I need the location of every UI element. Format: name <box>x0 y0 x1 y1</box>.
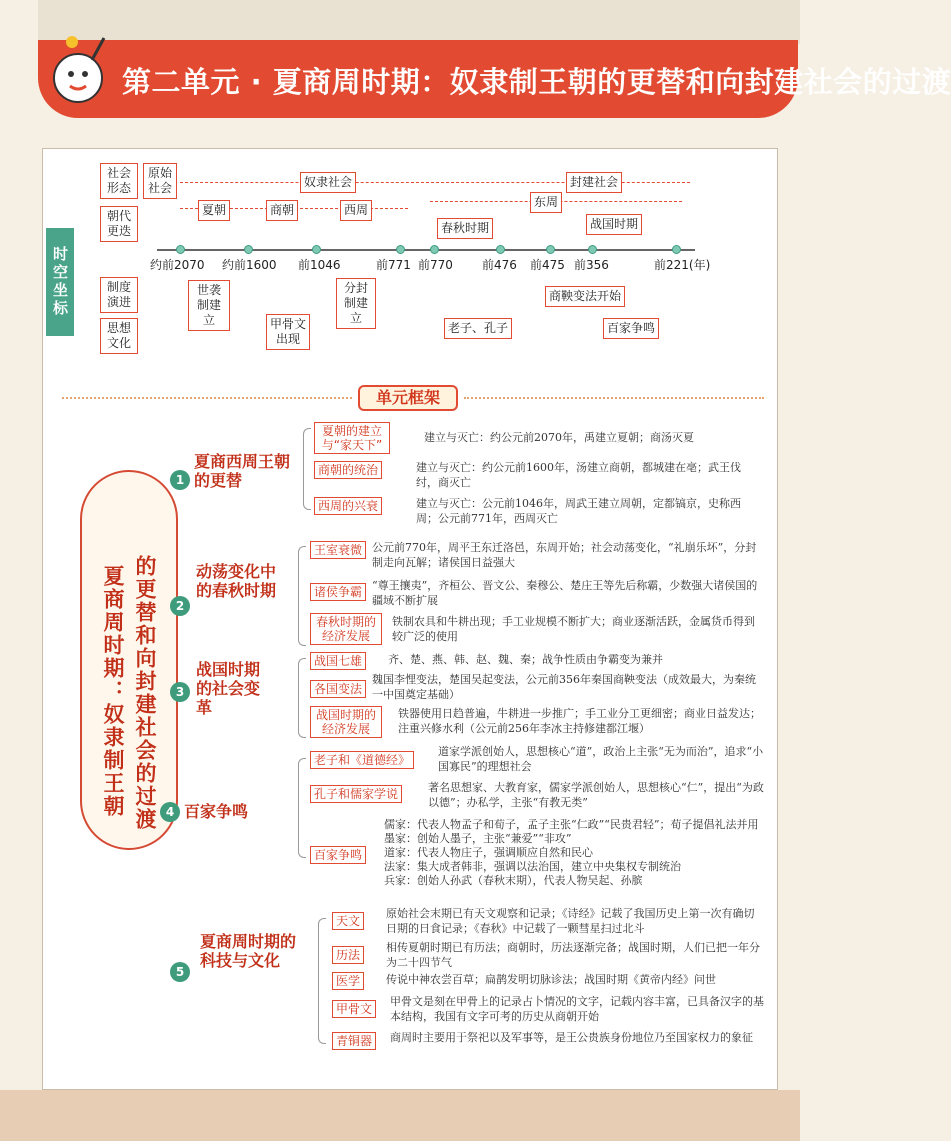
culture-laozi-confucius: 老子、孔子 <box>444 318 512 339</box>
tick-2070: 约前2070 <box>150 258 205 272</box>
node-title-4: 百家争鸣 <box>184 802 249 821</box>
tick-476: 前476 <box>482 258 517 272</box>
node-number-3: 3 <box>170 682 190 702</box>
node-title-3: 战国时期的社会变革 <box>196 660 261 717</box>
tag-laozi: 老子和《道德经》 <box>310 751 414 769</box>
society-feudal: 封建社会 <box>566 172 622 193</box>
node-number-5: 5 <box>170 962 190 982</box>
period-warring-states: 战国时期 <box>586 214 642 235</box>
timeline-axis <box>157 249 695 251</box>
tag-reforms: 各国变法 <box>310 680 366 698</box>
dynasty-shang: 商朝 <box>266 200 298 221</box>
tag-medicine: 医学 <box>332 972 364 990</box>
tag-seven-states: 战国七雄 <box>310 652 366 670</box>
page-title: 第二单元 · 夏商周时期：奴隶制王朝的更替和向封建社会的过渡 <box>122 65 951 99</box>
desc-western-zhou: 建立与灭亡：公元前1046年，周武王建立周朝，定都镐京，史称西周；公元前771年，西周灭亡 <box>416 497 741 525</box>
culture-oracle-bone: 甲骨文出现 <box>266 314 310 350</box>
desc-hegemony: “尊王攘夷”，齐桓公、晋文公、秦穆公、楚庄王等先后称霸，少数强大诸侯国的疆域不断扩展 <box>372 579 758 607</box>
tag-calendar: 历法 <box>332 946 364 964</box>
header-backdrop <box>38 0 800 44</box>
desc-reforms: 魏国李悝变法，楚国吴起变法，公元前356年秦国商鞅变法（成效最大，为秦统一中国奠定基础） <box>372 673 756 701</box>
system-shang-yang-reform: 商鞅变法开始 <box>545 286 625 307</box>
mascot-icon <box>42 30 114 112</box>
node-title-1: 夏商西周王朝的更替 <box>194 452 291 490</box>
society-slave: 奴隶社会 <box>300 172 356 193</box>
desc-shang: 建立与灭亡：约公元前1600年，汤建立商朝，都城建在亳；武王伐纣，商灭亡 <box>416 461 741 489</box>
page-bottom-decoration <box>0 1090 800 1141</box>
culture-hundred-schools: 百家争鸣 <box>603 318 659 339</box>
row-label-system: 制度演进 <box>100 277 138 313</box>
system-enfeoffment: 分封制建立 <box>336 278 376 329</box>
period-spring-autumn: 春秋时期 <box>437 218 493 239</box>
tick-770: 前770 <box>418 258 453 272</box>
tag-astronomy: 天文 <box>332 912 364 930</box>
desc-seven-states: 齐、楚、燕、韩、赵、魏、秦；战争性质由争霸变为兼并 <box>388 653 663 666</box>
tag-hundred-schools: 百家争鸣 <box>310 846 366 864</box>
node-title-2: 动荡变化中的春秋时期 <box>196 562 277 600</box>
tick-356: 前356 <box>574 258 609 272</box>
system-hereditary: 世袭制建立 <box>188 280 230 331</box>
tag-western-zhou: 西周的兴衰 <box>314 497 382 515</box>
node-number-4: 4 <box>160 802 180 822</box>
desc-spring-autumn-economy: 铁制农具和牛耕出现；手工业规模不断扩大；商业逐渐活跃，金属货币得到较广泛的使用 <box>392 615 755 643</box>
desc-medicine: 传说中神农尝百草；扁鹊发明切脉诊法；战国时期《黄帝内经》问世 <box>386 973 716 986</box>
tick-475: 前475 <box>530 258 565 272</box>
desc-confucius: 著名思想家、大教育家，儒家学派创始人，思想核心“仁”，提出“为政以德”；办私学，主张“有教无类” <box>428 781 764 809</box>
central-topic <box>80 470 178 850</box>
central-line-1: 的更替和向封建社会的过渡 <box>133 555 157 831</box>
row-label-culture: 思想文化 <box>100 318 138 354</box>
tag-royal-decline: 王室衰微 <box>310 541 366 559</box>
dynasty-xia: 夏朝 <box>198 200 230 221</box>
desc-warring-economy: 铁器使用日趋普遍，牛耕进一步推广；手工业分工更细密；商业日益发达；注重兴修水利（公元前256年李冰主持修建都江堰） <box>398 707 761 735</box>
tag-shang: 商朝的统治 <box>314 461 382 479</box>
tick-221: 前221(年) <box>654 258 711 272</box>
central-line-2: 夏商周时期：奴隶制王朝 <box>101 565 125 818</box>
node-number-1: 1 <box>170 470 190 490</box>
tag-bronze: 青铜器 <box>332 1032 376 1050</box>
desc-astronomy: 原始社会末期已有天文观察和记录；《诗经》记载了我国历史上第一次有确切日期的日食记录；《春秋》中记载了一颗彗星扫过北斗 <box>386 907 755 935</box>
tag-spring-autumn-economy: 春秋时期的经济发展 <box>310 613 382 645</box>
tick-771: 前771 <box>376 258 411 272</box>
society-primitive: 原始社会 <box>143 163 177 199</box>
desc-xia: 建立与灭亡：约公元前2070年，禹建立夏朝；商汤灭夏 <box>424 431 694 444</box>
desc-laozi: 道家学派创始人，思想核心“道”，政治上主张“无为而治”，追求“小国寡民”的理想社会 <box>438 745 764 773</box>
node-title-5: 夏商周时期的科技与文化 <box>200 932 297 970</box>
tag-warring-economy: 战国时期的经济发展 <box>310 706 382 738</box>
tick-1046: 前1046 <box>298 258 341 272</box>
tag-confucius: 孔子和儒家学说 <box>310 785 402 803</box>
row-label-dynasty: 朝代更迭 <box>100 206 138 242</box>
dynasty-eastern-zhou: 东周 <box>530 192 562 213</box>
node-number-2: 2 <box>170 596 190 616</box>
desc-calendar: 相传夏朝时期已有历法；商朝时，历法逐渐完备；战国时期，人们已把一年分为二十四节气 <box>386 941 760 969</box>
timeline-side-tab: 时空坐标 <box>46 228 74 336</box>
dynasty-western-zhou: 西周 <box>340 200 372 221</box>
tag-xia: 夏朝的建立与“家天下” <box>314 422 390 454</box>
desc-hundred-schools: 儒家：代表人物孟子和荀子，孟子主张“仁政”“民贵君轻”；荀子提倡礼法并用 墨家：创始人墨子，主张“兼爱”“非攻” 道家：代表人物庄子，强调顺应自然和民心 法家：集大成者韩非，强调以法治国，建立中央集权专制统治 兵家：创始人孙武（春秋末期），代表人物吴起、孙膑 <box>384 818 759 887</box>
desc-royal-decline: 公元前770年，周平王东迁洛邑，东周开始；社会动荡变化，“礼崩乐坏”，分封制走向瓦解；诸侯国日益强大 <box>372 541 757 569</box>
tick-1600: 约前1600 <box>222 258 277 272</box>
desc-bronze: 商周时主要用于祭祀以及军事等，是王公贵族身份地位乃至国家权力的象征 <box>390 1031 753 1044</box>
framework-title: 单元框架 <box>358 385 458 411</box>
row-label-society: 社会形态 <box>100 163 138 199</box>
tag-hegemony: 诸侯争霸 <box>310 583 366 601</box>
tag-oracle: 甲骨文 <box>332 1000 376 1018</box>
desc-oracle: 甲骨文是刻在甲骨上的记录占卜情况的文字，记载内容丰富，已具备汉字的基本结构，我国有文字可考的历史从商朝开始 <box>390 995 764 1023</box>
